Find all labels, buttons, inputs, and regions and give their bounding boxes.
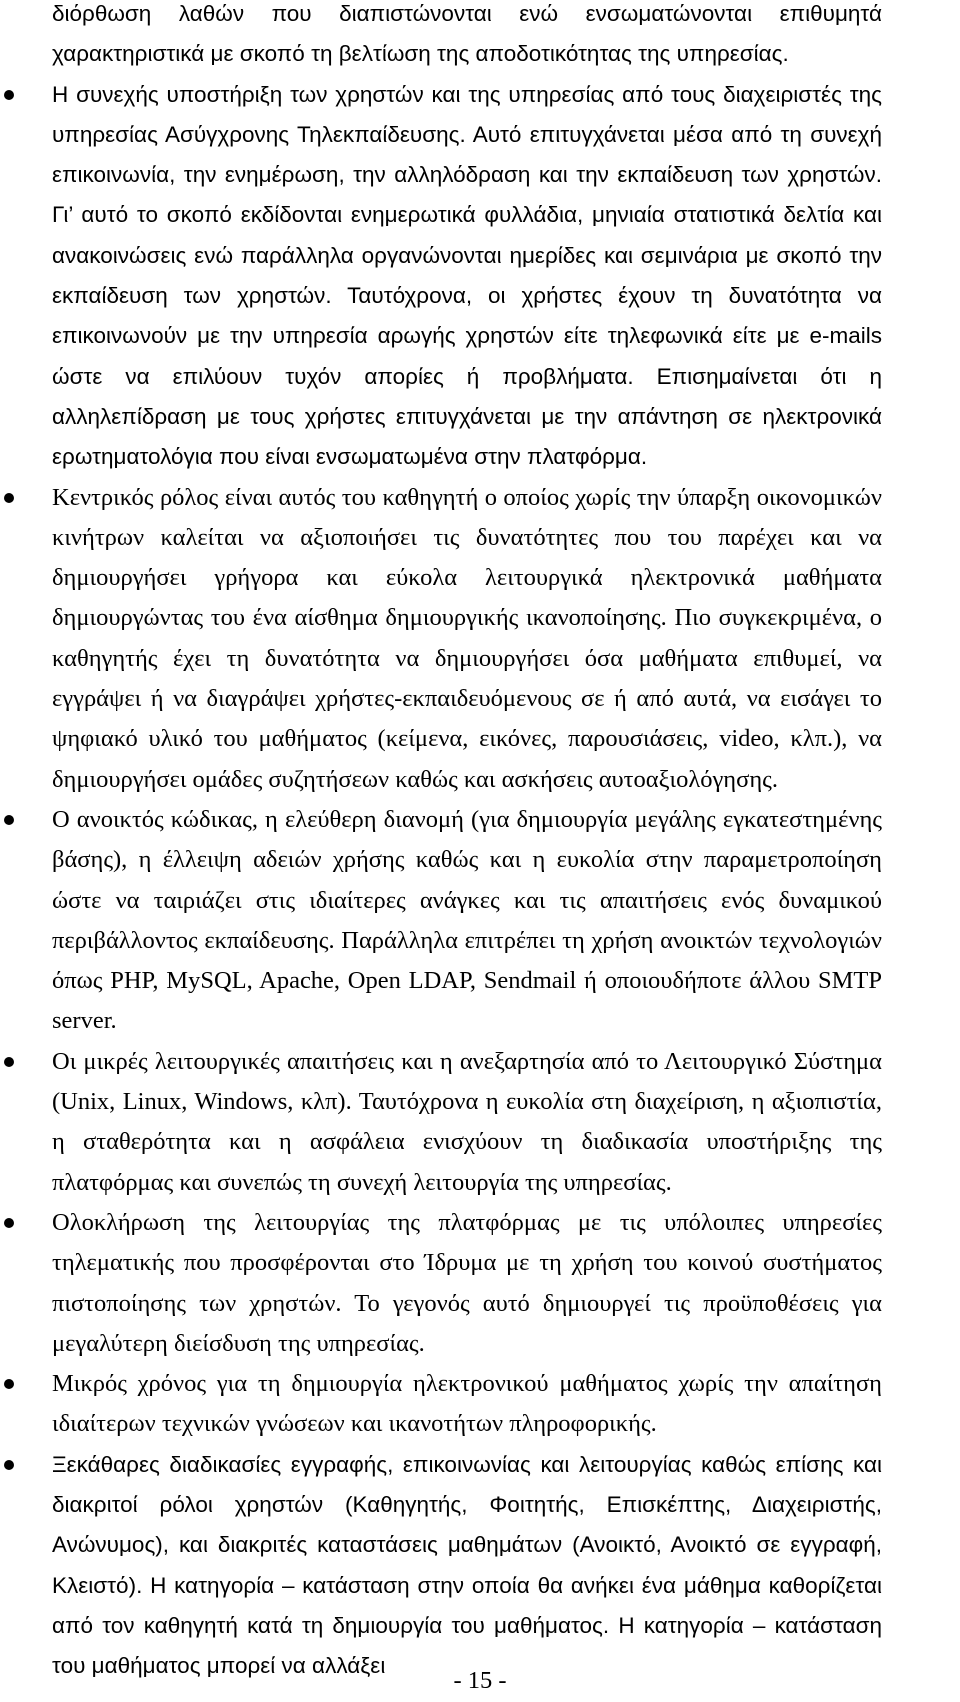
list-item-text: Μικρός χρόνος για τη δημιουργία ηλεκτρονικού μαθήματος χωρίς την απαίτηση ιδιαίτερων τεχνικών γνώσεων και ικανοτήτων πληροφορικής. <box>52 1370 882 1438</box>
list-item-text: Οι μικρές λειτουργικές απαιτήσεις και η ανεξαρτησία από το Λειτουργικό Σύστημα (Unix, Linux, Windows, κλπ). Ταυτόχρονα η ευκολία στη διαχείριση, η αξιοπιστία, η σταθερότητα και η ασφάλεια ενισχύουν τη διαδικασία υποστήριξης της πλατφόρμας και συνεπώς τη συνεχή λειτουργία της υπηρεσίας. <box>52 1047 882 1196</box>
list-item <box>52 1364 882 1445</box>
bullet-list <box>52 75 882 1687</box>
list-item-text: Κεντρικός ρόλος είναι αυτός του καθηγητή ο οποίος χωρίς την ύπαρξη οικονομικών κινήτρων καλείται να αξιοποιήσει τις δυνατότητες που του παρέχει και να δημιουργήσει γρήγορα και εύκολα λειτουργικά ηλεκτρονικά μαθήματα δημιουργώντας του ένα αίσθημα δημιουργικής ικανοποίησης. Πιο συγκεκριμένα, ο καθηγητής έχει τη δυνατότητα να δημιουργήσει όσα μαθήματα επιθυμεί, να εγγράψει ή να διαγράψει χρήστες-εκπαιδευόμενους σε ή από αυτά, να εισάγει το ψηφιακό υλικό του μαθήματος (κείμενα, εικόνες, παρουσιάσεις, video, κλπ.), να δημιουργήσει ομάδες συζητήσεων καθώς και ασκήσεις αυτοαξιολόγησης. <box>52 483 882 793</box>
bullet-icon <box>4 493 14 503</box>
bullet-icon <box>4 90 14 100</box>
bullet-icon <box>4 815 14 825</box>
bullet-icon <box>4 1218 14 1228</box>
bullet-icon <box>4 1379 14 1389</box>
list-item <box>52 1203 882 1364</box>
list-item-text: Ξεκάθαρες διαδικασίες εγγραφής, επικοινωνίας και λειτουργίας καθώς επίσης και διακριτοί ρόλοι χρηστών (Καθηγητής, Φοιτητής, Επισκέπτης, Διαχειριστής, Ανώνυμος), και διακριτές καταστάσεις μαθημάτων (Ανοικτό, Ανοικτό σε εγγραφή, Κλειστό). Η κατηγορία – κατάσταση στην οποία θα ανήκει ένα μάθημα καθορίζεται από τον καθηγητή κατά τη δημιουργία του μαθήματος. Η κατηγορία – κατάσταση του μαθήματος μπορεί να αλλάξει <box>52 1451 882 1679</box>
list-item-text: Η συνεχής υποστήριξη των χρηστών και της υπηρεσίας από τους διαχειριστές της υπηρεσίας Ασύγχρονης Τηλεκπαίδευσης. Αυτό επιτυγχάνεται μέσα από τη συνεχή επικοινωνία, την ενημέρωση, την αλληλόδραση και την εκπαίδευση των χρηστών. Γι’ αυτό το σκοπό εκδίδονται ενημερωτικά φυλλάδια, μηνιαία στατιστικά δελτία και ανακοινώσεις ενώ παράλληλα οργανώνονται ημερίδες και σεμινάρια με σκοπό την εκπαίδευση των χρηστών. Ταυτόχρονα, οι χρήστες έχουν τη δυνατότητα να επικοινωνούν με την υπηρεσία αρωγής χρηστών είτε τηλεφωνικά είτε με e-mails ώστε να επιλύουν τυχόν απορίες ή προβλήματα. Επισημαίνεται ότι η αλληλεπίδραση με τους χρήστες επιτυγχάνεται με την απάντηση σε ηλεκτρονικά ερωτηματολόγια που είναι ενσωματωμένα στην πλατφόρμα. <box>52 81 882 470</box>
list-item-text: Ολοκλήρωση της λειτουργίας της πλατφόρμας με τις υπόλοιπες υπηρεσίες τηλεματικής που προσφέρονται στο Ίδρυμα με τη χρήση του κοινού συστήματος πιστοποίησης των χρηστών. Το γεγονός αυτό δημιουργεί τις προϋποθέσεις για μεγαλύτερη διείσδυση της υπηρεσίας. <box>52 1208 882 1357</box>
page-number: - 15 - <box>453 1667 507 1694</box>
bullet-icon <box>4 1460 14 1470</box>
list-item <box>52 75 882 478</box>
list-item <box>52 1042 882 1203</box>
list-item <box>52 478 882 800</box>
bullet-icon <box>4 1057 14 1067</box>
list-item-text: Ο ανοικτός κώδικας, η ελεύθερη διανομή (για δημιουργία μεγάλης εγκατεστημένης βάσης), η έλλειψη αδειών χρήσης καθώς και η ευκολία στην παραμετροποίηση ώστε να ταιριάζει στις ιδιαίτερες ανάγκες και τις απαιτήσεις ενός δυναμικού περιβάλλοντος εκπαίδευσης. Παράλληλα επιτρέπει τη χρήση ανοικτών τεχνολογιών όπως PHP, MySQL, Apache, Open LDAP, Sendmail ή οποιουδήποτε άλλου SMTP server. <box>52 805 882 1035</box>
list-item <box>52 800 882 1042</box>
intro-paragraph: διόρθωση λαθών που διαπιστώνονται ενώ ενσωματώνονται επιθυμητά χαρακτηριστικά με σκοπό τη βελτίωση της αποδοτικότητας της υπηρεσίας. <box>52 1 882 67</box>
document-body <box>52 0 882 1686</box>
list-item <box>52 1445 882 1687</box>
